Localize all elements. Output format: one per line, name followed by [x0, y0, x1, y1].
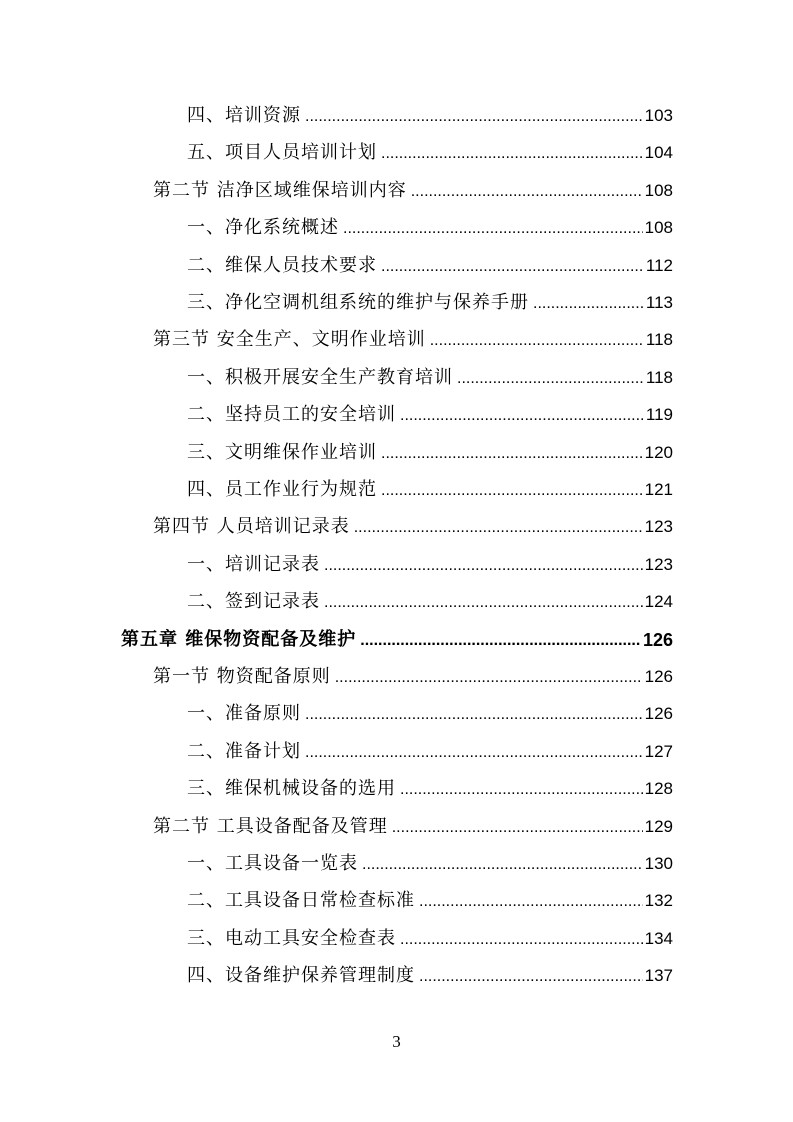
toc-entry-label: 二、签到记录表 [187, 591, 320, 613]
toc-entry-page: 137 [644, 966, 673, 986]
toc-entry-page: 128 [644, 779, 673, 799]
toc-section[interactable] [153, 512, 673, 538]
toc-entry-page: 127 [644, 741, 673, 761]
toc-entry-page: 108 [644, 218, 673, 238]
toc-entry-label: 一、准备原则 [187, 703, 301, 725]
toc-entry[interactable] [187, 774, 673, 800]
toc-section-page: 123 [644, 517, 673, 537]
toc-entry[interactable] [187, 849, 673, 875]
toc-entry-page: 113 [645, 293, 673, 312]
dot-leader [381, 481, 643, 501]
toc-entry-label: 四、员工作业行为规范 [187, 479, 377, 500]
dot-leader [354, 518, 643, 538]
dot-leader [457, 369, 644, 389]
toc-section-label: 第一节 物资配备原则 [153, 666, 331, 687]
toc-entry-page: 119 [645, 405, 673, 425]
dot-leader [533, 294, 644, 314]
toc-entry-label: 三、维保机械设备的选用 [187, 778, 396, 800]
toc-entry[interactable] [187, 886, 673, 912]
toc-section[interactable] [153, 325, 673, 351]
dot-leader [305, 743, 643, 763]
toc-entry-label: 二、工具设备日常检查标准 [187, 890, 415, 912]
toc-entry-label: 三、净化空调机组系统的维护与保养手册 [187, 292, 529, 313]
toc-entry[interactable] [187, 400, 673, 426]
dot-leader [381, 444, 643, 464]
page-number: 3 [392, 1032, 401, 1051]
toc-chapter[interactable] [121, 625, 673, 651]
toc-entry[interactable] [187, 438, 673, 464]
toc-entry-page: 134 [644, 928, 673, 948]
dot-leader [381, 144, 643, 164]
dot-leader [411, 182, 643, 202]
toc-section[interactable] [153, 176, 673, 202]
dot-leader [343, 219, 643, 239]
toc-entry-label: 四、设备维护保养管理制度 [187, 965, 415, 987]
toc-entry[interactable] [187, 363, 673, 389]
dot-leader [430, 331, 644, 351]
toc-entry[interactable] [187, 138, 673, 164]
toc-entry-label: 一、培训记录表 [187, 553, 320, 575]
toc-section[interactable] [153, 812, 673, 838]
toc-entry-label: 一、积极开展安全生产教育培训 [187, 366, 453, 388]
dot-leader [419, 967, 643, 987]
toc-entry-page: 126 [644, 704, 673, 724]
toc-entry-page: 121 [644, 480, 673, 499]
toc-entry-page: 118 [645, 367, 673, 387]
toc-section-page: 129 [644, 816, 673, 836]
toc-entry[interactable] [187, 737, 673, 763]
toc-entry-page: 132 [644, 891, 673, 911]
dot-leader [362, 855, 643, 875]
toc-entry[interactable] [187, 101, 673, 127]
toc-entry-label: 二、准备计划 [187, 740, 301, 762]
toc-entry-label: 三、电动工具安全检查表 [187, 927, 396, 949]
toc-entry[interactable] [187, 699, 673, 725]
toc-section-page: 108 [644, 180, 673, 200]
toc-entry[interactable] [187, 475, 673, 501]
toc-entry[interactable] [187, 961, 673, 987]
toc-entry-label: 一、净化系统概述 [187, 217, 339, 239]
dot-leader [400, 780, 643, 800]
toc-entry[interactable] [187, 924, 673, 950]
toc-entry[interactable] [187, 587, 673, 613]
toc-entry-page: 123 [644, 554, 673, 574]
toc-entry-label: 五、项目人员培训计划 [187, 142, 377, 164]
toc-entry-page: 130 [644, 854, 673, 873]
toc-section[interactable] [153, 662, 673, 688]
dot-leader [392, 818, 643, 838]
toc-entry-page: 112 [645, 255, 673, 275]
dot-leader [400, 930, 643, 950]
toc-entry-page: 103 [644, 106, 673, 125]
toc-entry-label: 二、维保人员技术要求 [187, 254, 377, 276]
toc-chapter-page: 126 [642, 629, 673, 650]
toc-entry-page: 124 [644, 592, 673, 612]
dot-leader [381, 257, 644, 277]
toc-entry-label: 二、坚持员工的安全培训 [187, 404, 396, 426]
toc-section-label: 第四节 人员培训记录表 [153, 516, 350, 538]
dot-leader [400, 406, 644, 426]
dot-leader [335, 668, 643, 688]
toc-entry[interactable] [187, 288, 673, 314]
toc-entry-page: 104 [644, 143, 673, 163]
toc-entry-label: 一、工具设备一览表 [187, 853, 358, 874]
dot-leader [305, 705, 643, 725]
toc-entry-page: 120 [644, 442, 673, 462]
dot-leader [305, 107, 643, 127]
toc-section-label: 第二节 工具设备配备及管理 [153, 815, 388, 837]
dot-leader [419, 892, 643, 912]
toc-entry[interactable] [187, 251, 673, 277]
toc-entry-label: 三、文明维保作业培训 [187, 441, 377, 463]
toc-entry[interactable] [187, 213, 673, 239]
dot-leader [324, 593, 643, 613]
toc-section-label: 第二节 洁净区域维保培训内容 [153, 179, 407, 201]
toc-section-page: 118 [645, 330, 673, 350]
dot-leader [360, 631, 641, 651]
toc-entry-label: 四、培训资源 [187, 105, 301, 126]
toc-section-label: 第三节 安全生产、文明作业培训 [153, 329, 426, 351]
dot-leader [324, 556, 643, 576]
toc-chapter-label: 第五章 维保物资配备及维护 [121, 628, 357, 650]
toc-section-page: 126 [644, 667, 673, 686]
toc-entry[interactable] [187, 550, 673, 576]
